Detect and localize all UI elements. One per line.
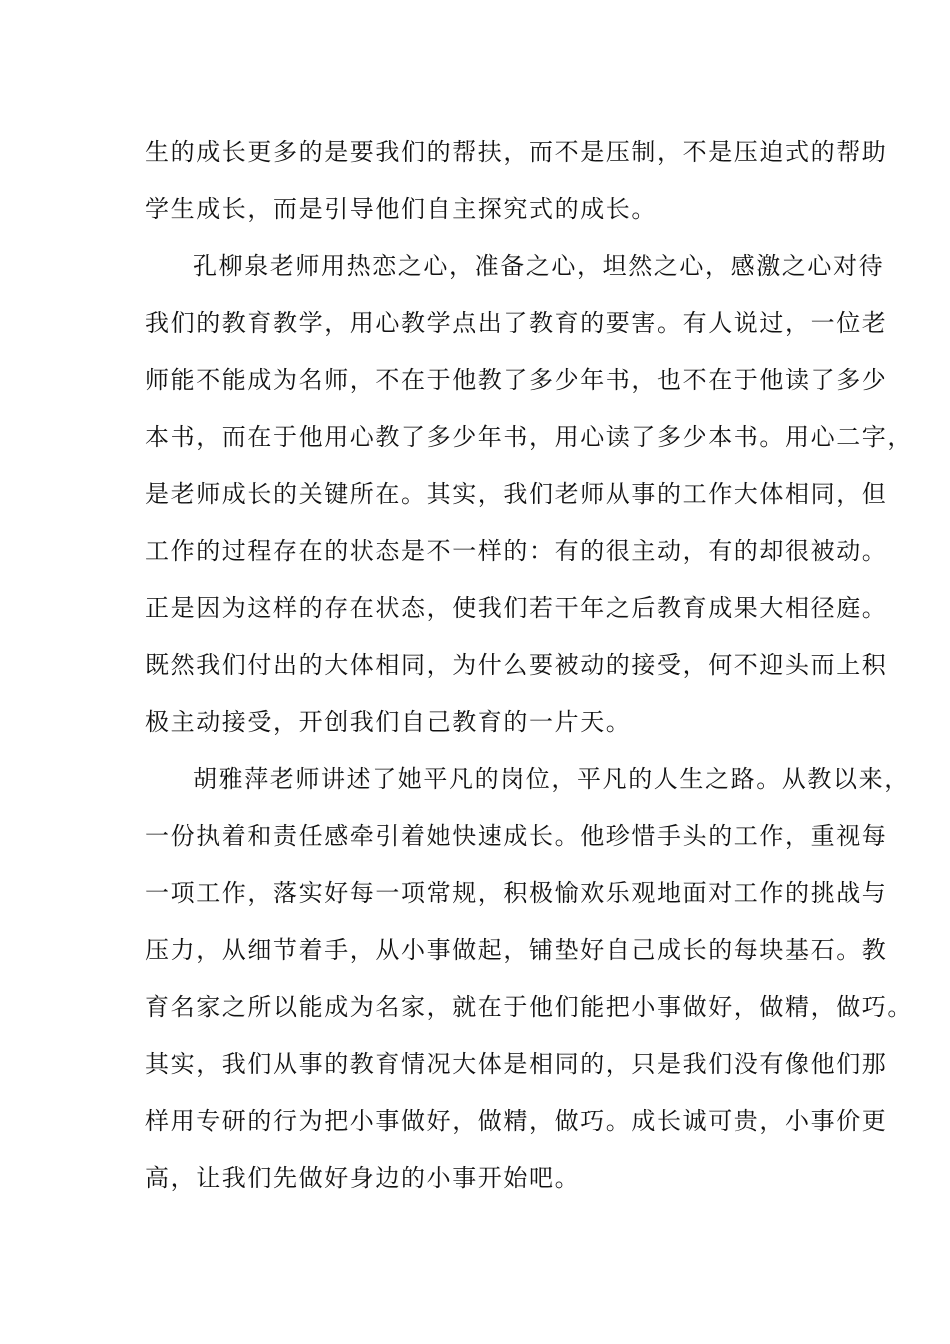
text-line: 一项工作，落实好每一项常规，积极愉欢乐观地面对工作的挑战与	[145, 879, 888, 907]
text-line: 师能不能成为名师，不在于他教了多少年书，也不在于他读了多少	[145, 366, 888, 394]
text-line: 极主动接受，开创我们自己教育的一片天。	[145, 708, 632, 736]
text-line: 既然我们付出的大体相同，为什么要被动的接受，何不迎头而上积	[145, 651, 888, 679]
text-line: 正是因为这样的存在状态，使我们若干年之后教育成果大相径庭。	[145, 594, 888, 622]
text-line: 压力，从细节着手，从小事做起，铺垫好自己成长的每块基石。教	[145, 936, 888, 964]
text-line: 学生成长，而是引导他们自主探究式的成长。	[145, 195, 657, 223]
text-line: 本书，而在于他用心教了多少年书，用心读了多少本书。用心二字，	[145, 423, 913, 451]
paragraph-first-line: 胡雅萍老师讲述了她平凡的岗位，平凡的人生之路。从教以来，	[193, 765, 910, 793]
text-line: 高，让我们先做好身边的小事开始吧。	[145, 1164, 581, 1192]
text-line: 其实，我们从事的教育情况大体是相同的，只是我们没有像他们那	[145, 1050, 888, 1078]
paragraph-first-line: 孔柳泉老师用热恋之心，准备之心，坦然之心，感激之心对待	[193, 252, 885, 280]
text-line: 育名家之所以能成为名家，就在于他们能把小事做好，做精，做巧。	[145, 993, 913, 1021]
text-line: 我们的教育教学，用心教学点出了教育的要害。有人说过，一位老	[145, 309, 888, 337]
text-line: 是老师成长的关键所在。其实，我们老师从事的工作大体相同，但	[145, 480, 888, 508]
text-line: 生的成长更多的是要我们的帮扶，而不是压制，不是压迫式的帮助	[145, 138, 888, 166]
text-line: 工作的过程存在的状态是不一样的：有的很主动，有的却很被动。	[145, 537, 888, 565]
text-line: 一份执着和责任感牵引着她快速成长。他珍惜手头的工作，重视每	[145, 822, 888, 850]
text-line: 样用专研的行为把小事做好，做精，做巧。成长诚可贵，小事价更	[145, 1107, 888, 1135]
